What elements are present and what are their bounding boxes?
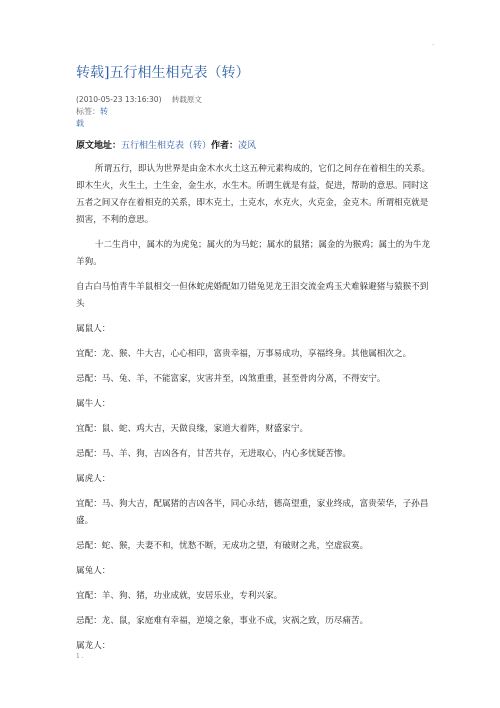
post-date: (2010-05-23 13:16:30) <box>76 95 162 104</box>
author-label: 作者： <box>211 141 239 151</box>
article-meta <box>76 94 436 106</box>
article <box>76 62 436 663</box>
tag-link[interactable]: 转 <box>100 107 108 116</box>
article-title: 转载]五行相生相克表（转） <box>76 65 250 81</box>
tags-label: 标签： <box>76 107 100 116</box>
original-label: 原文地址： <box>76 141 122 151</box>
paragraph: 宜配：马、狗大吉，配属猪的吉凶各半，同心永结，德高望重，家业终成，富贵荣华，子孙昌盛。 <box>76 499 429 526</box>
section-heading: 属兔人： <box>76 566 111 576</box>
reprint-link[interactable]: 转载原文 <box>171 95 202 104</box>
section-heading: 属鼠人： <box>76 324 111 334</box>
section-heading: 属牛人： <box>76 399 111 409</box>
original-source <box>76 138 436 151</box>
paragraph: 忌配：龙、鼠，家庭难有幸福，逆境之象，事业不成，灾祸之致，历尽痛苦。 <box>76 616 369 626</box>
paragraph: 忌配：马、兔、羊，不能富家，灾害并至，凶煞重重，甚至骨肉分离，不得安宁。 <box>76 374 386 384</box>
paragraph: 忌配：马、羊、狗，吉凶各有，甘苦共存，无进取心，内心多忧疑苦惨。 <box>76 449 352 459</box>
paragraph: 忌配：蛇、猴，夫妻不和，忧愁不断，无成功之望，有破财之兆，空虚寂寞。 <box>76 541 369 551</box>
paragraph: 所谓五行，即认为世界是由金木水火土这五种元素构成的，它们之间存在着相生的关系。即木生火，火生土，土生金，金生水，水生木。所谓生就是有益，促进，帮助的意思。同时这五者之间又存在着相克的关系，即木克土，土克水，水克火，火克金，金克木。所谓相克就是损害，不利的意思。 <box>76 164 431 225</box>
paragraph: 宜配：羊、狗、猪，功业成就，安居乐业，专利兴家。 <box>76 591 283 601</box>
tag-link[interactable]: 载 <box>76 119 84 128</box>
section-heading: 属龙人： <box>76 641 111 651</box>
original-link[interactable]: 五行相生相克表（转） <box>121 141 212 151</box>
author-link[interactable]: 凌风 <box>238 141 257 151</box>
page-footer-mark: 1 . <box>76 653 84 660</box>
paragraph: 自古白马怕青牛羊鼠相交一但休蛇虎婚配如刀错兔见龙王泪交流金鸡玉犬难躲避猪与猿猴不到头 <box>76 282 429 309</box>
paragraph: 十二生肖中，属木的为虎兔；属火的为马蛇；属水的鼠猪；属金的为猴鸡；属土的为牛龙羊狗。 <box>76 240 431 267</box>
tags-line <box>76 106 436 130</box>
section-heading: 属虎人： <box>76 474 111 484</box>
paragraph: 宜配：鼠、蛇、鸡大吉，天做良缘，家道大着阵，财盛家宁。 <box>76 424 309 434</box>
paragraph: 宜配：龙、猴、牛大吉，心心相印，富贵幸福，万事易成功，享福终身。其他属相次之。 <box>76 349 412 359</box>
page-mark: · <box>432 42 434 49</box>
